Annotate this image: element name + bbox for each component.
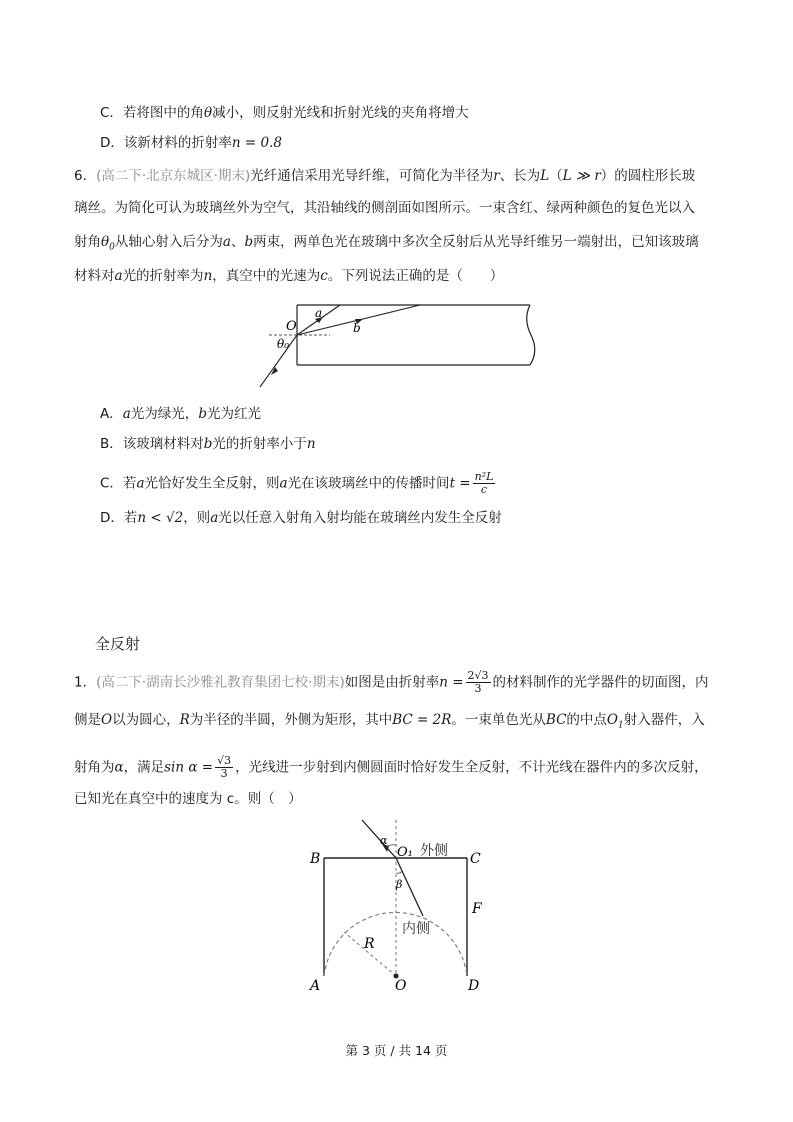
p1-device-figure (300, 818, 500, 998)
q6-option-d: D．若n < √2，则a光以任意入射角入射均能在玻璃丝内发生全反射 (100, 510, 502, 526)
q6-fig-a: a (315, 306, 323, 320)
q6-source: (高二下·北京东城区·期末) (96, 168, 251, 184)
page-number: 第 3 页 / 共 14 页 (345, 1043, 448, 1058)
q6-fiber-figure (255, 297, 540, 392)
p1-fig-outer: 外侧 (420, 843, 448, 859)
p1-source: (高二下·湖南长沙雅礼教育集团七校·期末) (96, 674, 345, 691)
p1-fig-O1: O₁ (397, 845, 413, 860)
q6-stem-line4: 材料对a光的折射率为n，真空中的光速为c。下列说法正确的是（ ） (74, 268, 504, 284)
p1-stem-line3: 射角为α，满足sin α = $\frac{√3}{3}$ ，光线进一步射到内侧圆面时恰好发生全反射，不计光线在器件内的多次反射， (74, 754, 708, 780)
q6-stem-line1: 6．(高二下·北京东城区·期末)光纤通信采用光导纤维，可简化为半径为r、长为L（L ≫ r）的圆柱形长玻 (74, 168, 696, 184)
q6-stem-line3: 射角$\theta_0$从轴心射入后分为a、b两束，两单色光在玻璃中多次全反射后从光导纤维另一端射出，已知该玻璃 (74, 234, 699, 253)
p1-fig-alpha: α (380, 834, 388, 847)
q6-fig-theta: θ₀ (277, 337, 290, 351)
p1-fig-D: D (468, 978, 480, 994)
p1-fig-B: B (310, 851, 321, 867)
p1-fig-O: O (395, 978, 407, 994)
q6-option-c: C．若a光恰好发生全反射，则a光在该玻璃丝中的传播时间t = $\frac{\text{n²L}}{c}$ (100, 470, 494, 496)
p1-fig-C: C (470, 851, 481, 867)
p1-fig-inner: 内侧 (402, 921, 430, 937)
p1-stem-line1: 1．(高二下·湖南长沙雅礼教育集团七校·期末)如图是由折射率n = $\frac{2√3}{3}$ 的材料制作的光学器件的切面图，内 (74, 669, 709, 695)
p1-fig-A: A (310, 978, 321, 994)
q6-stem-line2: 璃丝。为简化可认为玻璃丝外为空气，其沿轴线的侧剖面如图所示。一束含红、绿两种颜色的复色光以入 (74, 200, 695, 216)
q6-option-b: B．该玻璃材料对b光的折射率小于n (100, 436, 316, 452)
p1-stem-line2: 侧是O以为圆心，R为半径的半圆，外侧为矩形，其中BC = 2R。一束单色光从BC的中点$O_1$射入器件，入 (74, 712, 705, 731)
q5-option-c: C．若将图中的角θ减小，则反射光线和折射光线的夹角将增大 (100, 105, 469, 121)
q5-option-d: D．该新材料的折射率n = 0.8 (100, 135, 282, 151)
q6-fig-b: b (353, 321, 361, 335)
p1-fig-R: R (364, 936, 375, 952)
q6-fig-O: O (286, 319, 297, 334)
section-heading: 全反射 (95, 635, 141, 653)
p1-stem-line4: 已知光在真空中的速度为 c。则（ ） (74, 791, 302, 807)
p1-fig-F: F (472, 901, 482, 917)
q6-option-a: A．a光为绿光，b光为红光 (100, 406, 261, 422)
p1-fig-beta: β (396, 878, 403, 891)
